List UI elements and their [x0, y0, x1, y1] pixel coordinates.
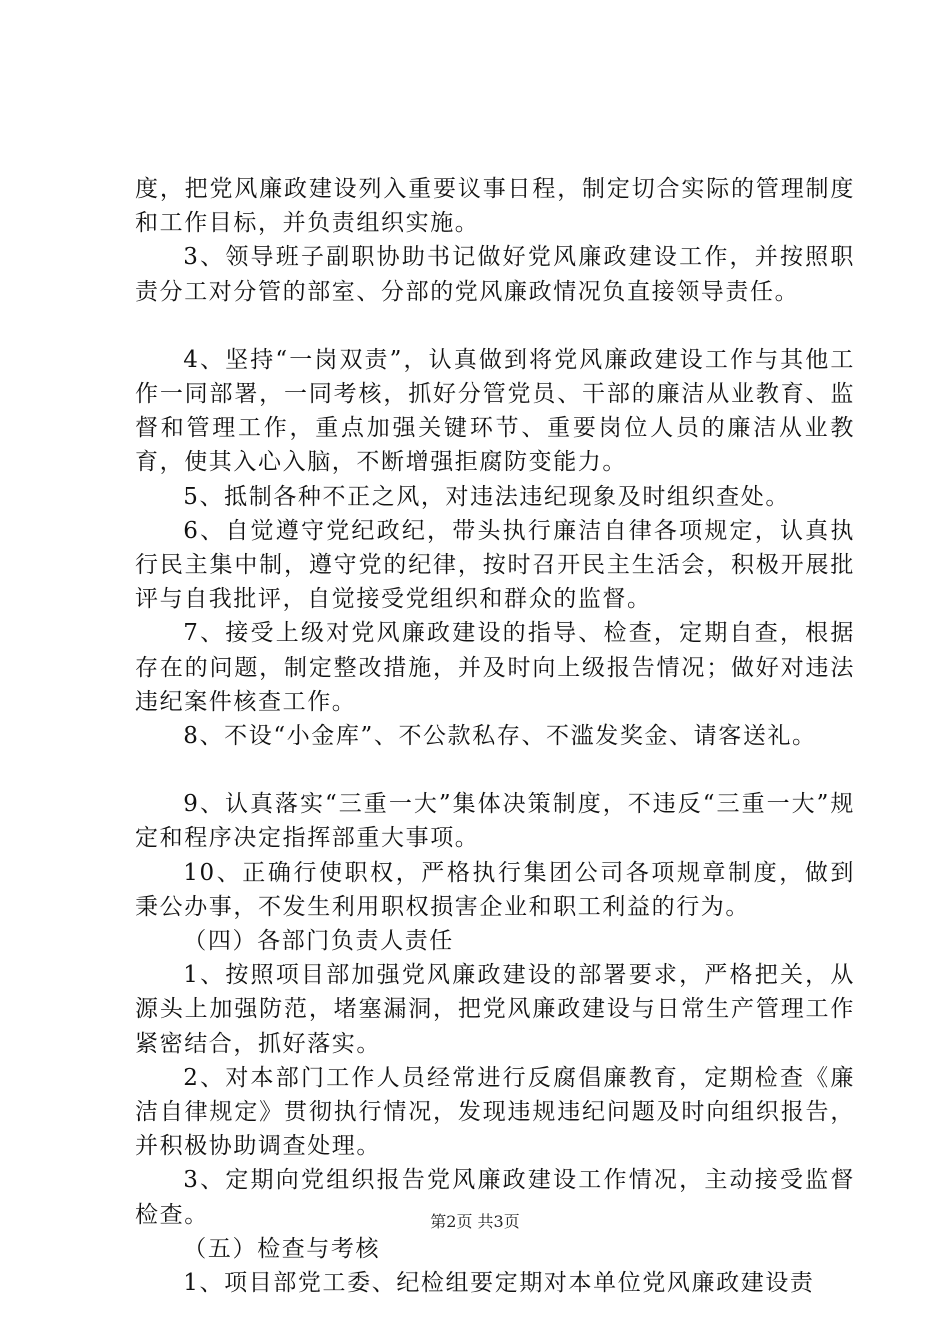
paragraph: （四）各部门负责人责任 [183, 928, 454, 955]
paragraph-spacer [135, 309, 855, 343]
paragraph: （五）检查与考核 [183, 1235, 381, 1262]
paragraph: 7、接受上级对党风廉政建设的指导、检查，定期自查，根据存在的问题，制定整改措施，并及时向上级报告情况；做好对违法违纪案件核查工作。 [135, 620, 855, 715]
paragraph: 9、认真落实“三重一大”集体决策制度，不违反“三重一大”规定和程序决定指挥部重大事项。 [135, 791, 855, 852]
paragraph: 8、不设“小金库”、不公款私存、不滥发奖金、请客送礼。 [183, 723, 817, 750]
page-footer: 第2页 共3页 [430, 1212, 520, 1231]
paragraph-spacer [135, 753, 855, 787]
document-body [135, 172, 855, 1300]
paragraph: 6、自觉遵守党纪政纪，带头执行廉洁自律各项规定，认真执行民主集中制，遵守党的纪律，按时召开民主生活会，积极开展批评与自我批评，自觉接受党组织和群众的监督。 [135, 517, 855, 613]
paragraph: 3、领导班子副职协助书记做好党风廉政建设工作，并按照职责分工对分管的部室、分部的党风廉政情况负直接领导责任。 [135, 244, 855, 305]
paragraph: 1、项目部党工委、纪检组要定期对本单位党风廉政建设责 [183, 1270, 815, 1297]
paragraph: 2、对本部门工作人员经常进行反腐倡廉教育，定期检查《廉洁自律规定》贯彻执行情况，发现违规违纪问题及时向组织报告，并积极协助调查处理。 [135, 1064, 855, 1160]
paragraph: 度，把党风廉政建设列入重要议事日程，制定切合实际的管理制度和工作目标，并负责组织实施。 [135, 176, 855, 237]
paragraph: 5、抵制各种不正之风，对违法违纪现象及时组织查处。 [183, 483, 790, 510]
paragraph: 3、定期向党组织报告党风廉政建设工作情况，主动接受监督检查。 [135, 1167, 855, 1228]
paragraph: 1、按照项目部加强党风廉政建设的部署要求，严格把关，从源头上加强防范，堵塞漏洞，把党风廉政建设与日常生产管理工作紧密结合，抓好落实。 [135, 962, 855, 1057]
paragraph: 4、坚持“一岗双责”，认真做到将党风廉政建设工作与其他工作一同部署，一同考核，抓好分管党员、干部的廉洁从业教育、监督和管理工作，重点加强关键环节、重要岗位人员的廉洁从业教育，使其入心入脑，不断增强拒腐防变能力。 [135, 346, 855, 476]
paragraph: 10、正确行使职权，严格执行集团公司各项规章制度，做到秉公办事，不发生利用职权损害企业和职工利益的行为。 [135, 859, 855, 920]
